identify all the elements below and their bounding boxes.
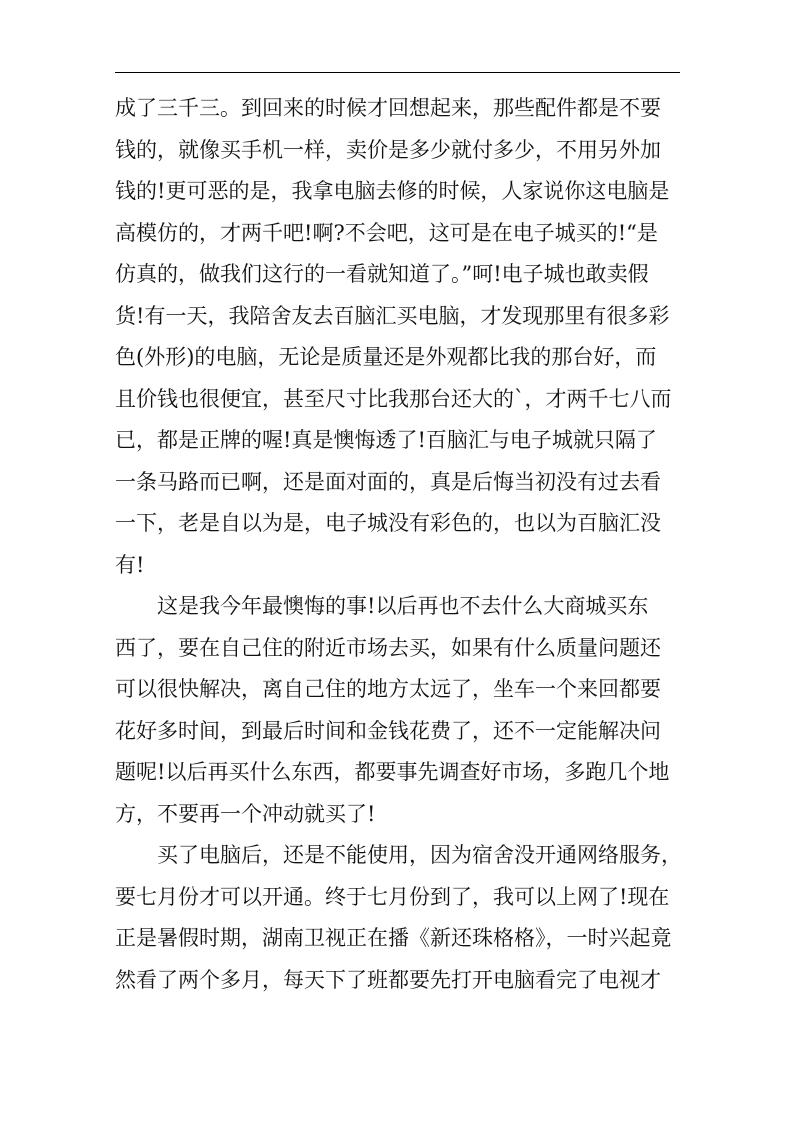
text-line: 已，都是正牌的喔!真是懊悔透了!百脑汇与电子城就只隔了 xyxy=(115,428,657,452)
text-line: 西了，要在自己住的附近市场去买，如果有什么质量问题还 xyxy=(115,635,661,660)
text-line: 仿真的，做我们这行的一看就知道了。”呵!电子城也敢卖假 xyxy=(115,262,649,286)
text-line: 高模仿的，才两千吧!啊?不会吧，这可是在电子城买的!“是 xyxy=(115,220,658,245)
paragraph-1 xyxy=(115,88,685,586)
text-line: 且价钱也很便宜，甚至尺寸比我那台还大的`，才两千七八而 xyxy=(115,386,672,411)
text-line: 正是暑假时期，湖南卫视正在播《新还珠格格》，一时兴起竟 xyxy=(115,926,672,950)
text-line: 色(外形)的电脑，无论是质量还是外观都比我的那台好，而 xyxy=(115,345,657,369)
text-line: 要七月份才可以开通。终于七月份到了，我可以上网了!现在 xyxy=(115,884,670,909)
text-line: 花好多时间，到最后时间和金钱花费了，还不一定能解决问 xyxy=(115,718,661,743)
text-line: 钱的，就像买手机一样，卖价是多少就付多少，不用另外加 xyxy=(115,137,661,162)
header-rule xyxy=(115,72,680,73)
text-line: 有! xyxy=(115,552,145,577)
text-line: 方，不要再一个冲动就买了! xyxy=(115,801,376,826)
paragraph-2 xyxy=(115,586,685,835)
text-line: 钱的!更可恶的是，我拿电脑去修的时候，人家说你这电脑是 xyxy=(115,179,670,203)
paragraph-3 xyxy=(115,835,685,1001)
document-body xyxy=(115,88,685,1001)
text-line: 货!有一天，我陪舍友去百脑汇买电脑，才发现那里有很多彩 xyxy=(115,303,670,328)
text-line: 可以很快解决，离自己住的地方太远了，坐车一个来回都要 xyxy=(115,677,661,701)
text-line: 这是我今年最懊悔的事!以后再也不去什么大商城买东 xyxy=(157,594,649,618)
text-line: 一条马路而已啊，还是面对面的，真是后悔当初没有过去看 xyxy=(115,469,661,494)
text-line: 买了电脑后，还是不能使用，因为宿舍没开通网络服务， xyxy=(157,843,682,867)
text-line: 然看了两个多月，每天下了班都要先打开电脑看完了电视才 xyxy=(115,967,661,992)
text-line: 题呢!以后再买什么东西，都要事先调查好市场，多跑几个地 xyxy=(115,760,670,784)
text-line: 成了三千三。到回来的时候才回想起来，那些配件都是不要 xyxy=(115,96,661,120)
text-line: 一下，老是自以为是，电子城没有彩色的，也以为百脑汇没 xyxy=(115,511,661,535)
